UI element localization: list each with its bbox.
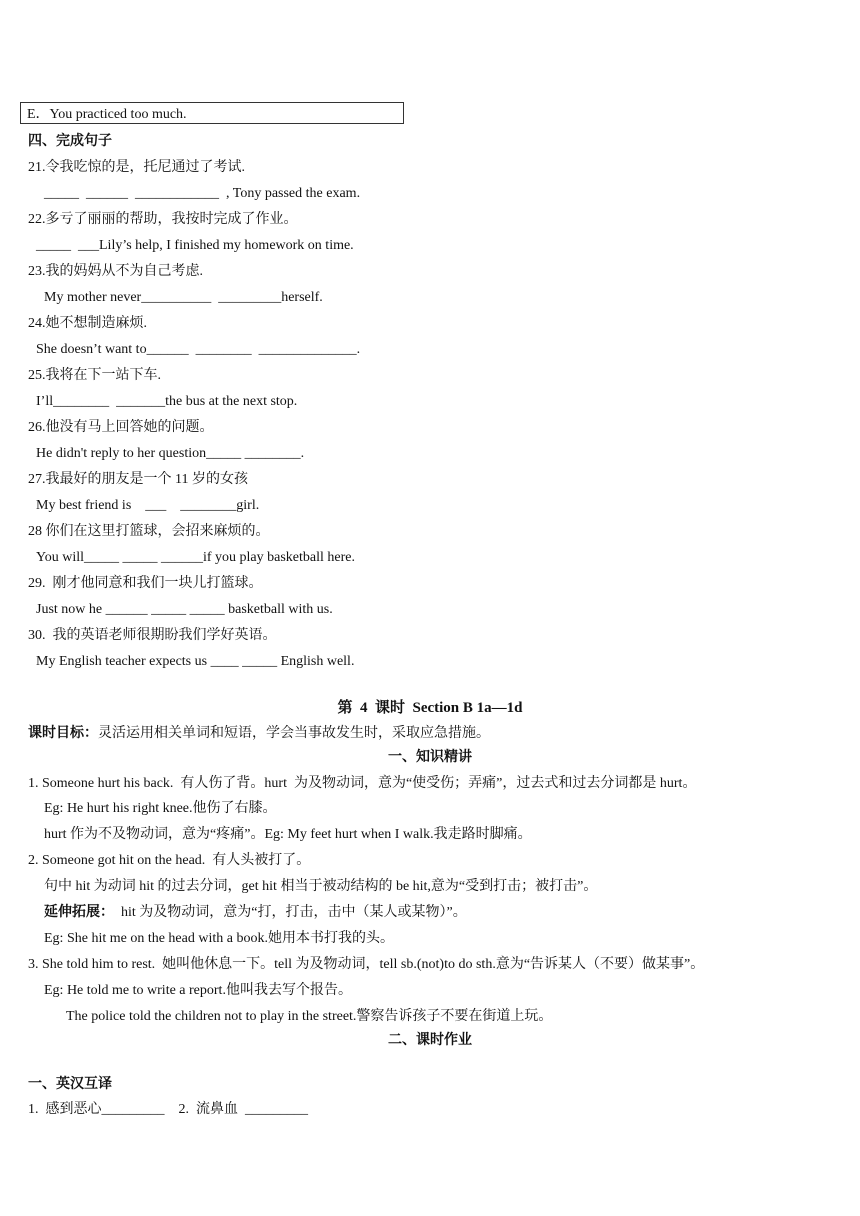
knowledge-point-2-extension [44, 904, 467, 922]
item-22-en: _____ ___Lily’s help, I finished my homework on time. [36, 238, 354, 253]
item-26-en: He didn't reply to her question_____ ________. [36, 446, 305, 461]
knowledge-point-2-note: 句中 hit 为动词 hit 的过去分词，get hit 相当于被动结构的 be hit,意为“受到打击；被打击”。 [44, 879, 598, 894]
item-23-en: My mother never__________ _________herself. [44, 290, 323, 305]
item-27-en: My best friend is ___ ________girl. [36, 498, 260, 513]
translate-line-1: 1. 感到恶心_________ 2. 流鼻血 _________ [28, 1102, 308, 1117]
extension-label: 延伸拓展： [44, 905, 114, 920]
item-30-cn: 30. 我的英语老师很期盼我们学好英语。 [28, 628, 277, 643]
item-23-cn: 23.我的妈妈从不为自己考虑. [28, 264, 203, 279]
knowledge-heading: 一、知识精讲 [388, 750, 472, 765]
knowledge-point-3-example-2: The police told the children not to play in the street.警察告诉孩子不要在街道上玩。 [66, 1009, 553, 1024]
knowledge-point-3-example: Eg: He told me to write a report.他叫我去写个报告。 [44, 983, 352, 998]
item-25-en: I’ll________ _______the bus at the next stop. [36, 394, 298, 409]
knowledge-point-2: 2. Someone got hit on the head. 有人头被打了。 [28, 853, 311, 868]
item-21-cn: 21.令我吃惊的是，托尼通过了考试. [28, 160, 245, 175]
translate-heading: 一、英汉互译 [28, 1077, 112, 1092]
item-28-cn: 28 你们在这里打篮球，会招来麻烦的。 [28, 524, 270, 539]
item-28-en: You will_____ _____ ______if you play basketball here. [36, 550, 355, 565]
item-29-en: Just now he ______ _____ _____ basketball with us. [36, 602, 333, 617]
item-26-cn: 26.他没有马上回答她的问题。 [28, 420, 214, 435]
item-21-en: _____ ______ ____________ , Tony passed the exam. [44, 186, 361, 201]
knowledge-point-2-example: Eg: She hit me on the head with a book.她用本书打我的头。 [44, 931, 394, 946]
item-27-cn: 27.我最好的朋友是一个 11 岁的女孩 [28, 472, 248, 487]
item-22-cn: 22.多亏了丽丽的帮助，我按时完成了作业。 [28, 212, 298, 227]
knowledge-point-1: 1. Someone hurt his back. 有人伤了背。hurt 为及物动词，意为“使受伤；弄痛”，过去式和过去分词都是 hurt。 [28, 776, 697, 791]
knowledge-point-3: 3. She told him to rest. 她叫他休息一下。tell 为及物动词，tell sb.(not)to do sth.意为“告诉某人（不要）做某事”。 [28, 957, 705, 972]
knowledge-point-1-note: hurt 作为不及物动词，意为“疼痛”。Eg: My feet hurt when I walk.我走路时脚痛。 [44, 827, 532, 842]
section-heading-complete-sentences: 四、完成句子 [28, 134, 112, 149]
item-29-cn: 29. 刚才他同意和我们一块儿打篮球。 [28, 576, 263, 591]
item-24-cn: 24.她不想制造麻烦. [28, 316, 147, 331]
homework-heading: 二、课时作业 [388, 1033, 472, 1048]
item-30-en: My English teacher expects us ____ _____ English well. [36, 654, 355, 669]
extension-text: hit 为及物动词，意为“打，打击，击中（某人或某物）”。 [114, 905, 467, 920]
item-24-en: She doesn’t want to______ ________ ______________. [36, 342, 361, 357]
option-e: E．You practiced too much. [27, 107, 187, 122]
objective-text: 灵活运用相关单词和短语，学会当事故发生时，采取应急措施。 [98, 726, 490, 741]
item-25-cn: 25.我将在下一站下车. [28, 368, 161, 383]
knowledge-point-1-example: Eg: He hurt his right knee.他伤了右膝。 [44, 801, 277, 816]
lesson-objective [28, 725, 490, 743]
objective-label: 课时目标： [28, 726, 98, 741]
lesson-title: 第 4 课时 Section B 1a—1d [337, 700, 523, 716]
